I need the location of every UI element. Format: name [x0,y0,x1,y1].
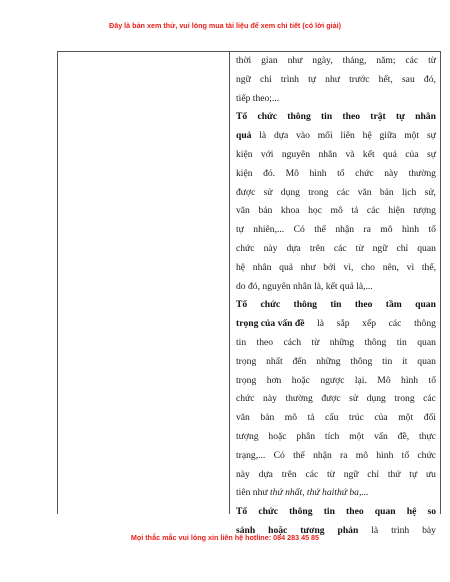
word: quan [417,336,436,348]
word: hình [309,167,327,179]
text-line [236,71,436,90]
word: các [333,242,347,254]
word: sau [401,73,415,85]
bold-word: quan [415,299,436,311]
word: cấu [325,412,339,424]
word: đó, [423,73,436,85]
word: văn [357,186,372,198]
text-line [236,353,436,372]
word: vì, [343,261,354,273]
word: thường [285,393,313,405]
word: ngữ [343,468,359,480]
text-line [236,202,436,221]
word: trọng [236,374,257,386]
bold-word: tương [300,524,325,536]
word: của [405,148,419,160]
word: văn [236,205,250,217]
bold-word: theo [354,299,373,311]
word: trọng [236,355,257,367]
word: Mô [377,374,391,386]
word: sự [426,130,436,142]
section-heading-comparison [236,503,436,522]
word: quan [417,355,436,367]
word: tự [308,73,316,85]
word: sử, [424,186,436,198]
word: vì [406,261,415,273]
word: mối [317,130,333,142]
word: thông [414,318,436,330]
text-line [236,259,436,278]
bold-word: nhân [415,111,436,123]
word: dụng [366,393,386,405]
word: tượng [236,430,259,442]
word: này [263,242,278,254]
word: được [321,393,341,405]
word: tổ [401,449,410,461]
word: ra [363,224,371,236]
word: là [259,130,267,142]
word: tiếp theo;... [236,92,280,104]
word: tự [409,468,418,480]
bold-word: chức [257,111,278,123]
bold-word: tầm [385,299,402,311]
text-line [236,240,436,259]
word: này [263,393,277,405]
text-line [236,428,436,447]
word: thực [419,430,436,442]
bold-word: sánh [236,524,256,536]
word: tự [236,224,244,236]
word: quan [417,242,436,254]
word: nhân [252,261,272,273]
word: trong [394,393,415,405]
word: như [287,55,303,66]
word: mô [330,205,343,217]
word: này [384,167,399,179]
word: Có [293,224,305,236]
word: những [316,355,341,367]
word: ngữ [236,73,251,85]
text-fragment: tiên như [236,487,270,499]
word: tả [351,205,359,217]
word: các [388,318,402,330]
word: trình [391,524,410,536]
word: nguyên [281,148,311,160]
bold-word: tin [330,299,342,311]
bold-word: chức [258,506,278,518]
word: tháng, [342,55,367,66]
bold-word: thông [293,299,317,311]
word: sử [263,186,273,198]
word: trúc [348,412,364,424]
word: theo [256,336,274,348]
word: các [423,393,436,405]
bold-word: theo [346,506,364,518]
bold-word: Tổ [236,506,248,518]
italic-examples: thứ nhất, thứ haithứ ba,... [269,487,369,499]
word: từ [355,242,364,254]
word: khoa [280,205,300,217]
word: tin [396,336,407,348]
word: thông [350,355,373,367]
word: hoặc [268,430,287,442]
word: một [349,430,365,442]
text-line [236,127,436,146]
word: các [405,55,419,66]
word: gian [261,55,278,66]
word: quả [279,261,294,273]
word: trình [280,73,299,85]
word: tin [236,336,247,348]
word: sắp [336,318,350,330]
bold-word: quan [374,506,396,518]
word: chức [355,167,374,179]
text-line [236,52,436,71]
bold-word: trọng của vấn đề [236,318,305,330]
word: ngược [320,374,345,386]
bold-word: phản [337,524,359,536]
word: này [236,468,250,480]
text-line [236,278,436,297]
word: ngữ [372,242,388,254]
word: mô [380,224,393,236]
word: như [325,73,340,85]
word: vào [296,130,310,142]
word: dựa [274,130,289,142]
word: như [300,261,316,273]
word: sử [349,393,359,405]
text-line [236,334,436,353]
word: cách [283,336,302,348]
text-line [236,466,436,485]
word: hệ [236,261,246,273]
word: đề, [397,430,410,442]
word: và [345,148,355,160]
word: sự [426,148,436,160]
word: Mô [285,167,299,179]
word: xếp [362,318,377,330]
word: tin [382,355,393,367]
word: nên, [382,261,399,273]
word: ưu [425,468,436,480]
word: tượng [413,205,436,217]
text-line [236,315,436,334]
word: thường [408,167,436,179]
word: trên [281,468,297,480]
word: Có [273,449,285,461]
word: bản [260,412,275,424]
bold-word: thông [287,111,311,123]
bold-word: so [427,506,436,518]
word: trong [308,186,329,198]
word: nhận [313,449,332,461]
word: đó. [263,167,276,179]
word: dụng [280,186,300,198]
word: dựa [258,468,273,480]
word: mô [284,412,298,424]
word: những [329,336,355,348]
bold-word: tự [395,111,405,123]
bold-word: theo [342,111,361,123]
word: các [336,186,350,198]
word: hình [401,374,419,386]
word: hoặc [291,374,310,386]
word: từ [327,468,335,480]
word: hết, [378,73,393,85]
word: kiện [236,148,253,160]
word: chức [236,242,255,254]
word: là [317,318,325,330]
word: thế, [421,261,436,273]
word: kiện [236,167,253,179]
word: ít [402,355,408,367]
word: hình [376,449,394,461]
word: từ [311,336,320,348]
word: thời [236,55,252,66]
word: là [371,524,379,536]
right-column-text [236,52,436,541]
word: hơn [266,374,282,386]
text-line [236,484,436,503]
word: hệ [362,130,372,142]
word: giữa [379,130,397,142]
word: thứ [387,468,401,480]
word: thể [293,449,305,461]
bold-word: hoặc [268,524,288,536]
bold-word: tin [320,111,333,123]
word: của [374,412,388,424]
preview-notice-header: Đây là bản xem thử, vui lòng mua tài liệu để xem chi tiết (có lời giải) [109,21,341,30]
word: từ [428,55,436,66]
word: trạng,... [236,449,266,461]
word: cho [361,261,375,273]
word: chỉ [396,242,409,254]
word: hình [401,224,420,236]
text-line [236,90,436,109]
word: đến [292,355,307,367]
word: tích [324,430,340,442]
word: tổ [337,167,345,179]
word: kết [362,148,375,160]
text-line [236,447,436,466]
text-line [236,372,436,391]
word: văn [236,412,250,424]
bold-word: tin [323,506,335,518]
bold-word: thông [289,506,313,518]
word: dựa [286,242,301,254]
word: nhiên,... [253,224,285,236]
word: bởi [323,261,336,273]
word: chức [417,449,436,461]
section-heading-causal [236,108,436,127]
word: trên [309,242,325,254]
word: hiện [388,205,405,217]
word: một [404,130,420,142]
word: thông [364,336,387,348]
word: ngày, [312,55,333,66]
word: nhất [266,355,283,367]
word: bày [422,524,436,536]
word: bản [379,186,394,198]
word: vấn [373,430,388,442]
word: năm; [376,55,396,66]
text-line [236,409,436,428]
text-line [236,221,436,240]
bold-word: trật [370,111,386,123]
word: với [260,148,274,160]
word: tả [307,412,315,424]
word: liên [340,130,355,142]
word: quả [383,148,397,160]
text-line [236,146,436,165]
word: các [366,205,380,217]
word: nhận [335,224,355,236]
word: tổ [428,224,436,236]
word: nhân [318,148,338,160]
word: tổ [428,374,436,386]
bold-word: Tổ [236,111,248,123]
word: một [398,412,414,424]
word: phân [296,430,316,442]
text-line [236,390,436,409]
word: được [236,186,256,198]
word: lại. [354,374,367,386]
bold-word: hệ [406,506,417,518]
bold-word: chức [260,299,281,311]
word: do đó, nguyên nhân là, kết quả là,... [236,280,373,292]
word: học [308,205,322,217]
word: thể [314,224,326,236]
word: chỉ [367,468,380,480]
table-column-divider [229,51,230,514]
bold-word: quả [236,130,252,142]
word: lịch [401,186,417,198]
word: mô [355,449,369,461]
word: chỉ [259,73,272,85]
word: các [305,468,319,480]
bold-word: Tổ [236,299,248,311]
section-heading-importance [236,296,436,315]
word: chức [236,393,255,405]
text-line [236,184,436,203]
word: trước [349,73,370,85]
hotline-notice-footer: Mọi thắc mắc vui lòng xin liên hệ hotline: 084 283 45 85 [130,533,320,542]
word: ra [340,449,348,461]
text-line [236,165,436,184]
word: đối [423,412,436,424]
word: bản [258,205,273,217]
